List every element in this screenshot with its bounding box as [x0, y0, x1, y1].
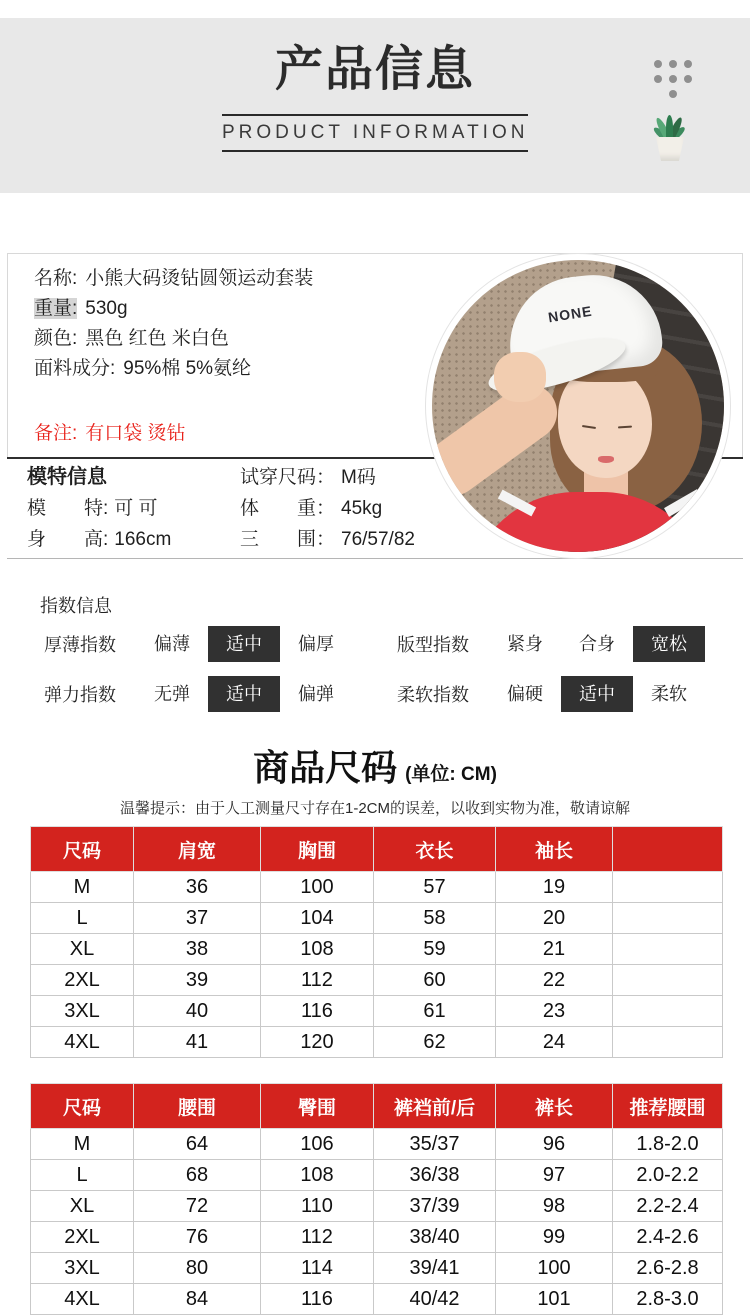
- thickness-index-label: 厚薄指数: [44, 635, 116, 655]
- table-cell: 62: [374, 1027, 496, 1058]
- table-cell: [613, 996, 723, 1027]
- fit-option-tight: 紧身: [507, 634, 543, 654]
- table-row: [31, 872, 723, 903]
- table-row: [31, 934, 723, 965]
- column-header: [613, 827, 723, 872]
- table-cell: [613, 1027, 723, 1058]
- thickness-index-group: [44, 626, 397, 662]
- model-weight-value: 45kg: [341, 498, 383, 519]
- measurement-notice: 温馨提示：由于人工测量尺寸存在1-2CM的误差，以收到实物为准，敬请谅解: [119, 800, 630, 817]
- product-remark-label: 备注:: [34, 423, 78, 444]
- table-row: [31, 1284, 723, 1315]
- table-cell: 40/42: [374, 1284, 496, 1315]
- table-cell: 99: [496, 1222, 613, 1253]
- table-cell: 38/40: [374, 1222, 496, 1253]
- model-photo: [426, 254, 730, 558]
- table-cell: 80: [134, 1253, 261, 1284]
- column-header: 腰围: [134, 1084, 261, 1129]
- table-row: [31, 996, 723, 1027]
- product-name-label: 名称:: [34, 268, 78, 289]
- model-arm: [426, 373, 568, 506]
- column-header: 尺码: [31, 1084, 134, 1129]
- size-unit-text: (单位: CM): [405, 764, 497, 785]
- table-cell: 24: [496, 1027, 613, 1058]
- table-cell: 3XL: [31, 1253, 134, 1284]
- table-cell: 57: [374, 872, 496, 903]
- potted-plant-icon: [648, 111, 692, 161]
- bottom-size-table: [30, 1083, 723, 1315]
- table-cell: 72: [134, 1191, 261, 1222]
- table-cell: 22: [496, 965, 613, 996]
- fit-index-group: [397, 626, 750, 662]
- table-cell: L: [31, 903, 134, 934]
- table-cell: 2.6-2.8: [613, 1253, 723, 1284]
- index-info-grid: [44, 626, 750, 712]
- model-hand: [494, 352, 546, 402]
- model-measurements-label: 三 围：: [240, 529, 336, 550]
- table-cell: 96: [496, 1129, 613, 1160]
- table-row: [31, 1191, 723, 1222]
- product-name-value: 小熊大码烫钻圆领运动套装: [85, 268, 314, 289]
- table-cell: 2.2-2.4: [613, 1191, 723, 1222]
- table-cell: 35/37: [374, 1129, 496, 1160]
- table-cell: 2.0-2.2: [613, 1160, 723, 1191]
- table-cell: 37: [134, 903, 261, 934]
- softness-option-hard: 偏硬: [507, 684, 543, 704]
- table-cell: 2XL: [31, 965, 134, 996]
- softness-option-medium-selected: 适中: [561, 676, 633, 712]
- column-header: 胸围: [261, 827, 374, 872]
- table-cell: 114: [261, 1253, 374, 1284]
- table-cell: [613, 965, 723, 996]
- fitting-size-label: 试穿尺码：: [240, 467, 336, 488]
- table-cell: 3XL: [31, 996, 134, 1027]
- product-remark-value: 有口袋 烫钻: [85, 423, 186, 444]
- elasticity-option-medium-selected: 适中: [208, 676, 280, 712]
- product-color-label: 颜色:: [34, 328, 78, 349]
- product-color-value: 黑色 红色 米白色: [85, 328, 229, 349]
- table-cell: 4XL: [31, 1027, 134, 1058]
- fit-option-regular: 合身: [579, 634, 615, 654]
- table-cell: 76: [134, 1222, 261, 1253]
- model-name-label: 模 特:: [27, 498, 109, 519]
- table-cell: 106: [261, 1129, 374, 1160]
- table-cell: 20: [496, 903, 613, 934]
- page-title: 产品信息: [274, 43, 475, 96]
- table-cell: 41: [134, 1027, 261, 1058]
- table-cell: XL: [31, 934, 134, 965]
- product-weight-value: 530g: [85, 298, 128, 319]
- fit-index-label: 版型指数: [397, 635, 469, 655]
- softness-option-soft: 柔软: [651, 684, 687, 704]
- model-height-label: 身 高:: [27, 529, 109, 550]
- table-header-row: [31, 827, 723, 872]
- table-cell: 19: [496, 872, 613, 903]
- elasticity-option-stretchy: 偏弹: [298, 684, 334, 704]
- table-cell: 104: [261, 903, 374, 934]
- table-cell: 23: [496, 996, 613, 1027]
- thickness-option-medium-selected: 适中: [208, 626, 280, 662]
- model-name-row: [27, 493, 240, 524]
- table-cell: 40: [134, 996, 261, 1027]
- model-name-value: 可 可: [114, 498, 158, 519]
- column-header: 衣长: [374, 827, 496, 872]
- table-cell: 39: [134, 965, 261, 996]
- table-cell: 68: [134, 1160, 261, 1191]
- table-cell: 110: [261, 1191, 374, 1222]
- size-section-title: [0, 740, 750, 791]
- page-subtitle: PRODUCT INFORMATION: [222, 122, 529, 143]
- table-cell: L: [31, 1160, 134, 1191]
- top-size-table: [30, 826, 723, 1058]
- table-cell: 2.4-2.6: [613, 1222, 723, 1253]
- model-weight-label: 体 重：: [240, 498, 336, 519]
- table-cell: 97: [496, 1160, 613, 1191]
- column-header: 裤裆前/后: [374, 1084, 496, 1129]
- table-row: [31, 965, 723, 996]
- model-measurements-value: 76/57/82: [341, 529, 415, 550]
- table-cell: 100: [496, 1253, 613, 1284]
- table-cell: 21: [496, 934, 613, 965]
- model-height-value: 166cm: [114, 529, 172, 550]
- index-info-title: 指数信息: [40, 596, 112, 616]
- table-cell: M: [31, 872, 134, 903]
- table-cell: 2XL: [31, 1222, 134, 1253]
- column-header: 尺码: [31, 827, 134, 872]
- table-row: [31, 1129, 723, 1160]
- model-info-bottom-rule: [7, 558, 743, 559]
- table-row: [31, 1160, 723, 1191]
- softness-index-label: 柔软指数: [397, 685, 469, 705]
- table-cell: 38: [134, 934, 261, 965]
- table-cell: 39/41: [374, 1253, 496, 1284]
- table-row: [31, 903, 723, 934]
- table-cell: 120: [261, 1027, 374, 1058]
- table-cell: 64: [134, 1129, 261, 1160]
- elasticity-index-group: [44, 676, 397, 712]
- table-cell: [613, 872, 723, 903]
- column-header: 肩宽: [134, 827, 261, 872]
- table-header-row: [31, 1084, 723, 1129]
- cap-text: NONE: [547, 302, 594, 326]
- size-title-text: 商品尺码: [253, 747, 398, 788]
- table-cell: M: [31, 1129, 134, 1160]
- thickness-option-thin: 偏薄: [154, 634, 190, 654]
- table-cell: 112: [261, 1222, 374, 1253]
- table-cell: 116: [261, 1284, 374, 1315]
- table-cell: 108: [261, 934, 374, 965]
- table-row: [31, 1027, 723, 1058]
- table-cell: 108: [261, 1160, 374, 1191]
- column-header: 推荐腰围: [613, 1084, 723, 1129]
- table-cell: [613, 903, 723, 934]
- table-cell: 36/38: [374, 1160, 496, 1191]
- column-header: 裤长: [496, 1084, 613, 1129]
- table-cell: 4XL: [31, 1284, 134, 1315]
- table-cell: 58: [374, 903, 496, 934]
- product-fabric-value: 95%棉 5%氨纶: [123, 358, 252, 379]
- elasticity-option-none: 无弹: [154, 684, 190, 704]
- table-row: [31, 1222, 723, 1253]
- table-cell: 116: [261, 996, 374, 1027]
- model-info-left-column: [27, 462, 240, 556]
- model-height-row: [27, 524, 240, 555]
- table-cell: 101: [496, 1284, 613, 1315]
- table-cell: 112: [261, 965, 374, 996]
- header-banner: [0, 18, 750, 193]
- table-row: [31, 1253, 723, 1284]
- elasticity-index-label: 弹力指数: [44, 685, 116, 705]
- table-cell: XL: [31, 1191, 134, 1222]
- table-cell: 2.8-3.0: [613, 1284, 723, 1315]
- softness-index-group: [397, 676, 750, 712]
- table-cell: [613, 934, 723, 965]
- fit-option-loose-selected: 宽松: [633, 626, 705, 662]
- table-cell: 98: [496, 1191, 613, 1222]
- dot-grid-icon: [654, 60, 692, 98]
- column-header: 袖长: [496, 827, 613, 872]
- table-cell: 1.8-2.0: [613, 1129, 723, 1160]
- table-cell: 59: [374, 934, 496, 965]
- model-info-title: 模特信息: [27, 466, 107, 488]
- table-cell: 61: [374, 996, 496, 1027]
- table-cell: 84: [134, 1284, 261, 1315]
- table-cell: 36: [134, 872, 261, 903]
- table-cell: 37/39: [374, 1191, 496, 1222]
- table-cell: 60: [374, 965, 496, 996]
- product-weight-label: 重量:: [34, 298, 78, 319]
- page-subtitle-rule: [222, 114, 528, 152]
- product-remark: [34, 419, 186, 449]
- column-header: 臀围: [261, 1084, 374, 1129]
- fitting-size-value: M码: [341, 467, 376, 488]
- table-cell: 100: [261, 872, 374, 903]
- product-fabric-label: 面料成分:: [34, 358, 116, 379]
- thickness-option-thick: 偏厚: [298, 634, 334, 654]
